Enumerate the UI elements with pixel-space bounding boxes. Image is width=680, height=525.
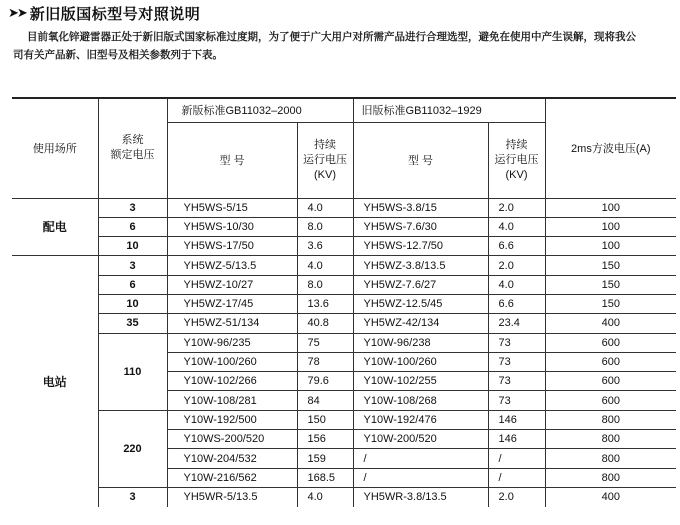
- new-voltage-cell: 168.5: [297, 468, 353, 487]
- table-row: [12, 410, 676, 429]
- square-wave-cell: 600: [545, 391, 676, 410]
- old-voltage-cell: 73: [488, 391, 545, 410]
- square-wave-cell: 600: [545, 372, 676, 391]
- old-voltage-cell: 146: [488, 410, 545, 429]
- header-new-continuous-voltage-label: 持续 运行电压 (KV): [303, 138, 347, 181]
- new-voltage-cell: 75: [297, 333, 353, 352]
- new-voltage-cell: 3.6: [297, 237, 353, 256]
- header-system-voltage: [98, 98, 167, 198]
- old-voltage-cell: 2.0: [488, 487, 545, 506]
- square-wave-cell: 150: [545, 294, 676, 313]
- table-row: [12, 294, 676, 313]
- model-comparison-table: [12, 97, 676, 507]
- system-voltage-cell: 3: [98, 256, 167, 275]
- new-model-cell: YH5WS-17/50: [167, 237, 297, 256]
- old-voltage-cell: /: [488, 449, 545, 468]
- header-system-voltage-label: 系统 额定电压: [110, 134, 155, 162]
- usage-cell: 电站: [12, 256, 98, 507]
- usage-cell: 配电: [12, 198, 98, 256]
- page-title: [8, 3, 200, 23]
- system-voltage-cell: 6: [98, 275, 167, 294]
- new-voltage-cell: 4.0: [297, 198, 353, 217]
- header-usage: [12, 98, 98, 198]
- square-wave-cell: 600: [545, 333, 676, 352]
- header-new-model-label: 型 号: [219, 155, 245, 167]
- old-model-cell: /: [353, 449, 488, 468]
- old-model-cell: YH5WS-3.8/15: [353, 198, 488, 217]
- square-wave-cell: 100: [545, 217, 676, 236]
- new-model-cell: YH5WS-5/15: [167, 198, 297, 217]
- square-wave-cell: 400: [545, 314, 676, 333]
- header-square-wave-label: 2ms方波电压(A): [571, 143, 651, 156]
- new-model-cell: YH5WZ-5/13.5: [167, 256, 297, 275]
- old-model-cell: YH5WR-3.8/13.5: [353, 487, 488, 506]
- system-voltage-cell: 110: [98, 333, 167, 410]
- old-voltage-cell: 2.0: [488, 198, 545, 217]
- new-voltage-cell: 40.8: [297, 314, 353, 333]
- header-old-continuous-voltage-label: 持续 运行电压 (KV): [494, 138, 539, 181]
- new-model-cell: Y10W-192/500: [167, 410, 297, 429]
- intro-line-2: 司有关产品新、旧型号及相关参数列于下表。: [13, 49, 223, 61]
- header-old-standard: [353, 98, 545, 122]
- square-wave-cell: 600: [545, 352, 676, 371]
- new-voltage-cell: 8.0: [297, 275, 353, 294]
- old-model-cell: YH5WS-12.7/50: [353, 237, 488, 256]
- old-model-cell: Y10W-200/520: [353, 430, 488, 449]
- square-wave-cell: 150: [545, 256, 676, 275]
- square-wave-cell: 100: [545, 198, 676, 217]
- new-model-cell: YH5WR-5/13.5: [167, 487, 297, 506]
- system-voltage-cell: 10: [98, 294, 167, 313]
- system-voltage-cell: 3: [98, 198, 167, 217]
- new-model-cell: Y10W-96/235: [167, 333, 297, 352]
- old-model-cell: YH5WZ-3.8/13.5: [353, 256, 488, 275]
- table-row: [12, 198, 676, 217]
- table-row: [12, 256, 676, 275]
- old-voltage-cell: 73: [488, 352, 545, 371]
- new-model-cell: Y10W-204/532: [167, 449, 297, 468]
- old-voltage-cell: 4.0: [488, 275, 545, 294]
- header-square-wave: [545, 98, 676, 198]
- header-new-standard-label: 新版标准GB11032–2000: [181, 105, 302, 118]
- new-voltage-cell: 78: [297, 352, 353, 371]
- new-voltage-cell: 84: [297, 391, 353, 410]
- old-model-cell: Y10W-192/476: [353, 410, 488, 429]
- square-wave-cell: 800: [545, 430, 676, 449]
- old-voltage-cell: 23.4: [488, 314, 545, 333]
- old-voltage-cell: /: [488, 468, 545, 487]
- square-wave-cell: 800: [545, 468, 676, 487]
- system-voltage-cell: 10: [98, 237, 167, 256]
- square-wave-cell: 800: [545, 449, 676, 468]
- table-row: [12, 237, 676, 256]
- new-model-cell: Y10W-108/281: [167, 391, 297, 410]
- new-voltage-cell: 4.0: [297, 256, 353, 275]
- header-old-model-label: 型 号: [407, 155, 434, 167]
- old-model-cell: Y10W-108/268: [353, 391, 488, 410]
- old-voltage-cell: 73: [488, 333, 545, 352]
- header-old-model: [353, 122, 488, 198]
- system-voltage-cell: 3: [98, 487, 167, 506]
- square-wave-cell: 400: [545, 487, 676, 506]
- old-voltage-cell: 146: [488, 430, 545, 449]
- header-new-continuous-voltage: [297, 122, 353, 198]
- new-model-cell: Y10WS-200/520: [167, 430, 297, 449]
- header-old-standard-label: 旧版标准GB11032–1929: [361, 105, 482, 118]
- system-voltage-cell: 35: [98, 314, 167, 333]
- new-model-cell: Y10W-100/260: [167, 352, 297, 371]
- new-voltage-cell: 8.0: [297, 217, 353, 236]
- square-wave-cell: 800: [545, 410, 676, 429]
- header-old-continuous-voltage: [488, 122, 545, 198]
- intro-paragraph: [13, 28, 673, 64]
- old-model-cell: Y10W-102/255: [353, 372, 488, 391]
- old-model-cell: Y10W-100/260: [353, 352, 488, 371]
- intro-line-1: 目前氧化锌避雷器正处于新旧版式国家标准过度期，为了便于广大用户对所需产品进行合理选型，避免在使用中产生误解，现将我公: [27, 31, 636, 43]
- new-model-cell: YH5WZ-10/27: [167, 275, 297, 294]
- old-voltage-cell: 73: [488, 372, 545, 391]
- old-model-cell: YH5WZ-7.6/27: [353, 275, 488, 294]
- old-model-cell: YH5WZ-42/134: [353, 314, 488, 333]
- system-voltage-cell: 220: [98, 410, 167, 487]
- old-model-cell: YH5WS-7.6/30: [353, 217, 488, 236]
- old-voltage-cell: 4.0: [488, 217, 545, 236]
- old-voltage-cell: 6.6: [488, 237, 545, 256]
- new-voltage-cell: 156: [297, 430, 353, 449]
- new-model-cell: YH5WS-10/30: [167, 217, 297, 236]
- header-new-standard: [167, 98, 353, 122]
- new-model-cell: Y10W-216/562: [167, 468, 297, 487]
- square-wave-cell: 100: [545, 237, 676, 256]
- header-new-model: [167, 122, 297, 198]
- new-voltage-cell: 150: [297, 410, 353, 429]
- title-text: 新旧版国标型号对照说明: [29, 5, 201, 23]
- table-row: [12, 333, 676, 352]
- new-voltage-cell: 159: [297, 449, 353, 468]
- table-row: [12, 275, 676, 294]
- square-wave-cell: 150: [545, 275, 676, 294]
- header-usage-label: 使用场所: [32, 143, 77, 156]
- system-voltage-cell: 6: [98, 217, 167, 236]
- old-voltage-cell: 6.6: [488, 294, 545, 313]
- new-model-cell: YH5WZ-51/134: [167, 314, 297, 333]
- new-model-cell: Y10W-102/266: [167, 372, 297, 391]
- new-model-cell: YH5WZ-17/45: [167, 294, 297, 313]
- table-row: [12, 217, 676, 236]
- new-voltage-cell: 13.6: [297, 294, 353, 313]
- new-voltage-cell: 4.0: [297, 487, 353, 506]
- table-row: [12, 487, 676, 506]
- old-model-cell: Y10W-96/238: [353, 333, 488, 352]
- old-model-cell: /: [353, 468, 488, 487]
- new-voltage-cell: 79.6: [297, 372, 353, 391]
- double-arrow-icon: ➤➤: [8, 5, 26, 20]
- old-model-cell: YH5WZ-12.5/45: [353, 294, 488, 313]
- table-row: [12, 314, 676, 333]
- old-voltage-cell: 2.0: [488, 256, 545, 275]
